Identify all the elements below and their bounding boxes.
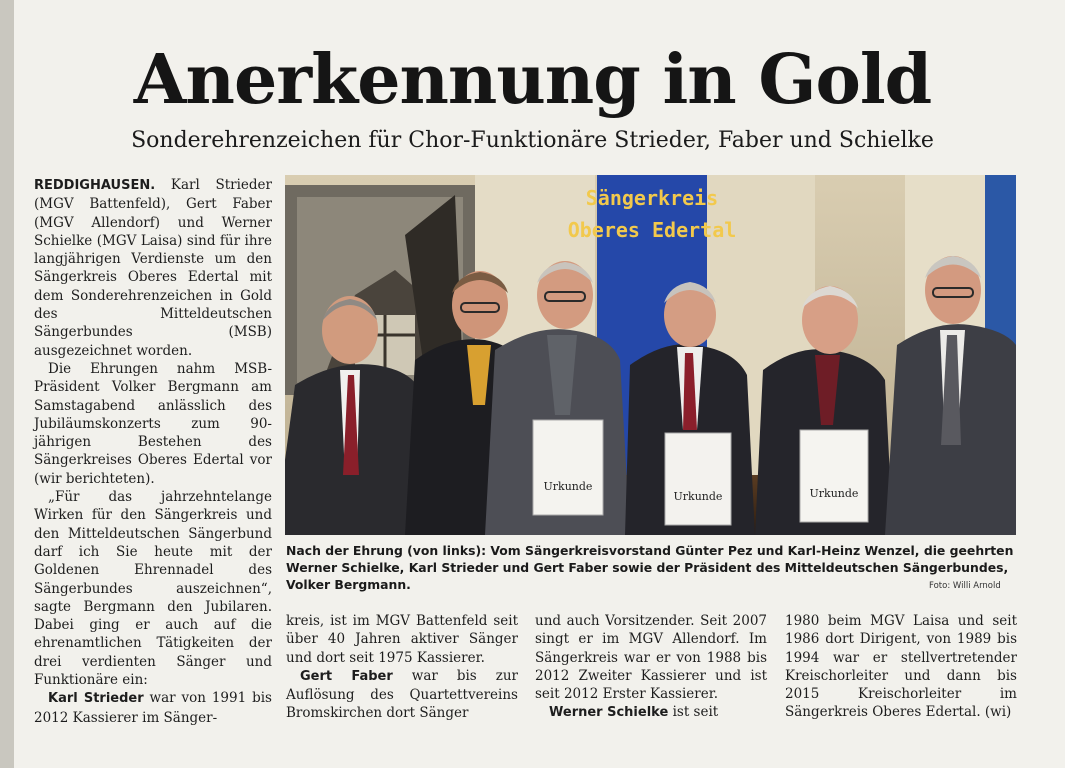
article-column-4 xyxy=(785,612,1017,722)
photo-caption: Nach der Ehrung (von links): Vom Sängerkreisvorstand Günter Pez und Karl-Heinz Wenzel, die geehrten Werner Schielke, Karl Strieder und Gert Faber sowie der Präsident des Mitteldeutschen Sängerbundes, Volker Bergmann. xyxy=(286,543,1014,592)
paragraph xyxy=(535,703,767,722)
article-column-3 xyxy=(535,612,767,723)
person-name: Karl Strieder xyxy=(48,691,144,707)
paragraph-text: ist seit xyxy=(672,704,719,721)
certificate-label-3: Urkunde xyxy=(809,487,859,500)
dateline: REDDIGHAUSEN. xyxy=(34,178,156,193)
paragraph-text: war von 1991 bis 2012 Kassierer im Sänger- xyxy=(34,690,272,726)
paragraph: und auch Vorsitzender. Seit 2007 singt er im MGV Allendorf. Im Sängerkreis war er von 1988 bis 2012 Zweiter Kassierer und ist seit 2012 Erster Kassierer. xyxy=(535,613,767,703)
paragraph: Die Ehrungen nahm MSB-Präsident Volker Bergmann am Samstagabend anlässlich des Jubiläumskonzerts zum 90-jährigen Bestehen des Sängerkreises Oberes Edertal vor (wir berichteten). xyxy=(34,360,272,487)
subheadline: Sonderehrenzeichen für Chor-Funktionäre Strieder, Faber und Schielke xyxy=(131,128,934,153)
photo-credit: Foto: Willi Arnold xyxy=(929,581,1001,591)
banner-text-1: Sängerkreis xyxy=(585,186,719,210)
article-column-2 xyxy=(286,612,518,723)
paragraph xyxy=(286,667,518,723)
certificate-label-1: Urkunde xyxy=(543,480,593,493)
article-photo xyxy=(285,175,1016,535)
headline: Anerkennung in Gold xyxy=(133,40,932,120)
paragraph: kreis, ist im MGV Battenfeld seit über 40 Jahren aktiver Sänger und dort seit 1975 Kassierer. xyxy=(286,613,518,666)
paragraph: 1980 beim MGV Laisa und seit 1986 dort Dirigent, von 1989 bis 1994 war er stellvertretender Kreischorleiter und dann bis 2015 Kreischorleiter im Sängerkreis Oberes Edertal. (wi) xyxy=(785,613,1017,721)
paragraph-text: war bis zur Auflösung des Quartettvereins Bromskirchen dort Sänger xyxy=(286,667,518,722)
photo-illustration xyxy=(285,175,1016,535)
paragraph-text: Karl Strieder (MGV Battenfeld), Gert Faber (MGV Allendorf) und Werner Schielke (MGV Laisa) sind für ihre langjährigen Verdienste um den Sängerkreis Oberes Edertal mit dem Sonderehrenzeichen in Gold des Mitteldeutschen Sängerbundes (MSB) ausgezeichnet worden. xyxy=(34,177,272,359)
certificate-label-2: Urkunde xyxy=(673,490,723,503)
paragraph xyxy=(34,689,272,727)
paragraph: „Für das jahrzehntelange Wirken für den Sängerkreis und den Mitteldeutschen Sängerbund darf ich Sie heute mit der Goldenen Ehrennadel des Sängerbundes auszeichnen“, sagte Bergmann den Jubilaren. Dabei ging er auch auf die ehrenamtlichen Tätigkeiten der drei verdienten Sänger und Funktionäre ein: xyxy=(34,489,272,689)
paragraph xyxy=(34,176,272,360)
person-name: Gert Faber xyxy=(300,668,393,684)
banner-text-2: Oberes Edertal xyxy=(567,218,737,242)
person-name: Werner Schielke xyxy=(549,705,669,721)
article-column-1 xyxy=(34,176,272,727)
